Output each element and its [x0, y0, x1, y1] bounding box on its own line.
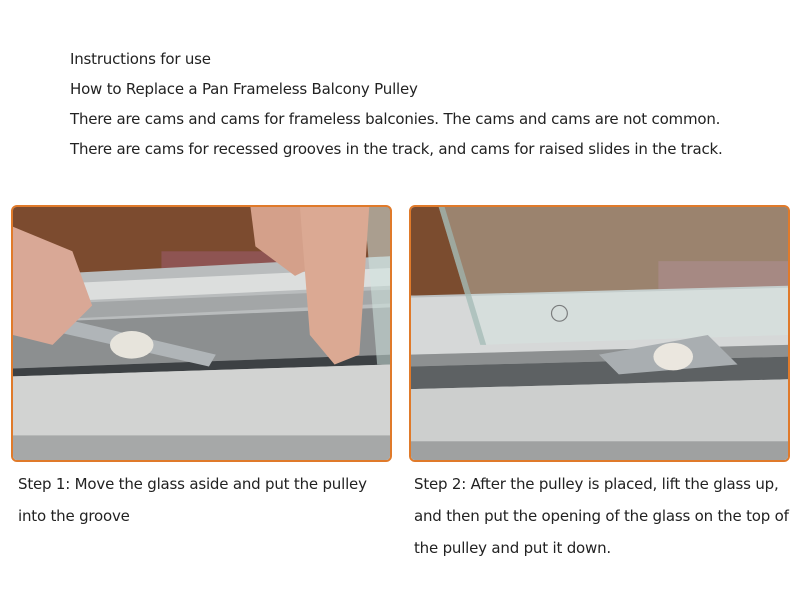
- step-2-photo: [409, 205, 790, 462]
- intro-text-block: [70, 44, 770, 164]
- step-1-caption: Step 1: Move the glass aside and put the pulley into the groove: [18, 475, 367, 525]
- intro-note-1: There are cams and cams for frameless balconies. The cams and cams are not common.: [70, 110, 721, 128]
- intro-heading: How to Replace a Pan Frameless Balcony Pulley: [70, 80, 418, 98]
- intro-title: Instructions for use: [70, 50, 211, 68]
- step-2-caption: Step 2: After the pulley is placed, lift the glass up, and then put the opening of the glass on the top of the pulley and put it down.: [414, 475, 789, 557]
- intro-note-2: There are cams for recessed grooves in the track, and cams for raised slides in the track.: [70, 140, 723, 158]
- step-1-photo: [11, 205, 392, 462]
